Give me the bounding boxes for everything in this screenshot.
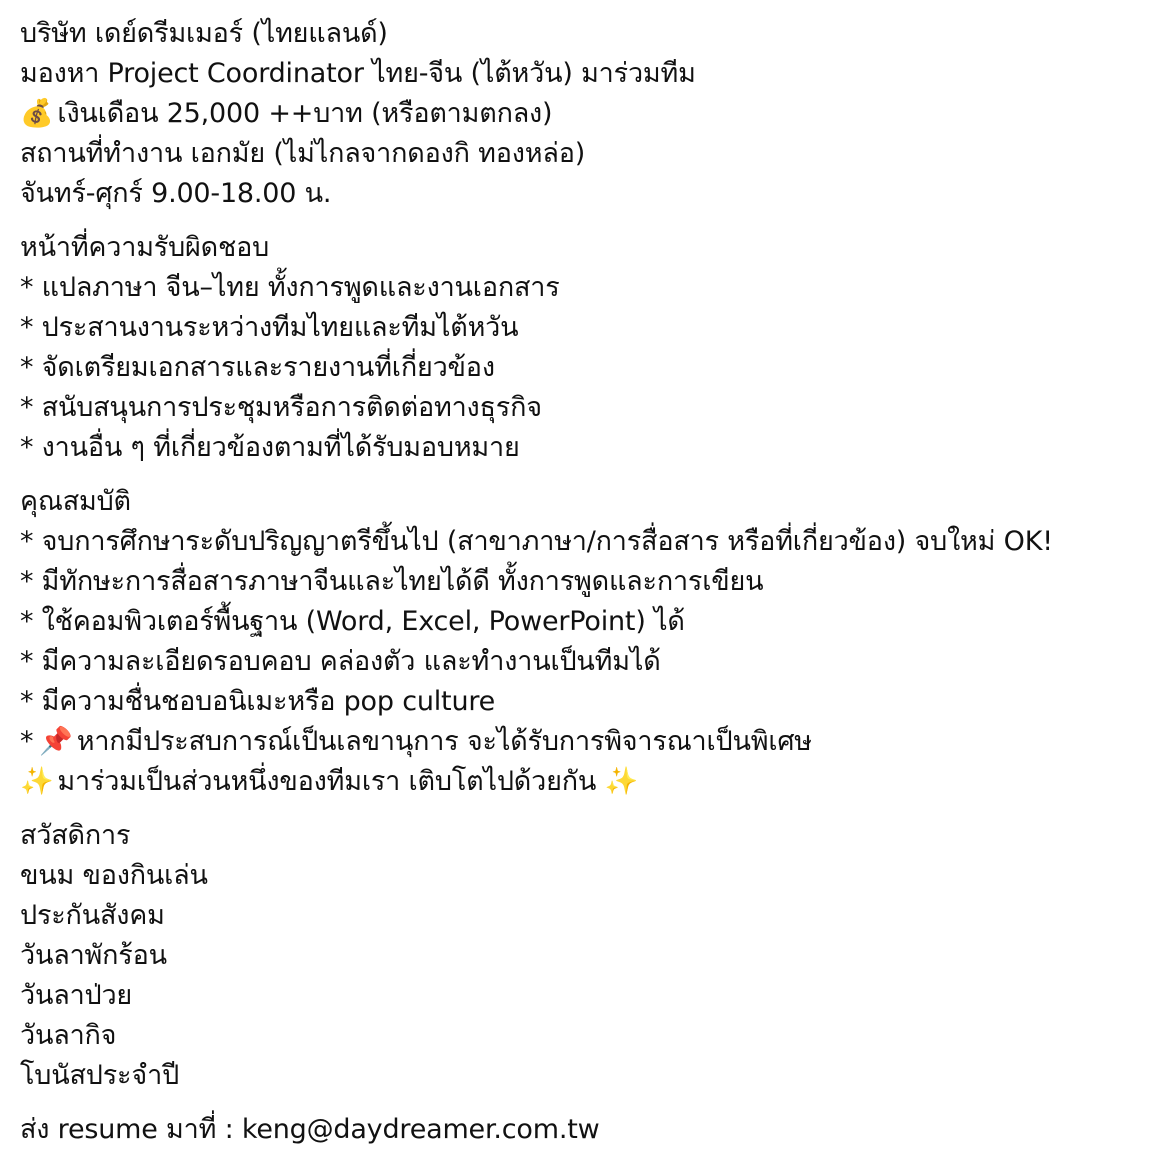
work-location: สถานที่ทำงาน เอกมัย (ไม่ไกลจากดองกิ ทองหล่อ) xyxy=(20,138,586,169)
qualification-item: * ใช้คอมพิวเตอร์พื้นฐาน (Word, Excel, PowerPoint) ได้ xyxy=(20,606,685,637)
section-gap xyxy=(20,1096,1140,1110)
salary-line xyxy=(20,94,1140,134)
qualifications-title: คุณสมบัติ xyxy=(20,486,131,517)
qualification-item: * มีความละเอียดรอบคอบ คล่องตัว และทำงานเป็นทีมได้ xyxy=(20,646,661,677)
position-title: มองหา Project Coordinator ไทย-จีน (ไต้หวัน) มาร่วมทีม xyxy=(20,58,696,89)
benefit-item: โบนัสประจำปี xyxy=(20,1060,180,1091)
join-team-line xyxy=(20,762,1140,802)
benefit-item: วันลาป่วย xyxy=(20,980,133,1011)
responsibility-item: * แปลภาษา จีน–ไทย ทั้งการพูดและงานเอกสาร xyxy=(20,272,560,303)
responsibilities-title: หน้าที่ความรับผิดชอบ xyxy=(20,232,270,263)
qualification-item: * มีความชื่นชอบอนิเมะหรือ pop culture xyxy=(20,686,496,717)
section-gap xyxy=(20,468,1140,482)
responsibility-item: * จัดเตรียมเอกสารและรายงานที่เกี่ยวข้อง xyxy=(20,352,495,383)
responsibility-item: * ประสานงานระหว่างทีมไทยและทีมไต้หวัน xyxy=(20,312,519,343)
work-hours: จันทร์-ศุกร์ 9.00-18.00 น. xyxy=(20,178,332,209)
company-name: บริษัท เดย์ดรีมเมอร์ (ไทยแลนด์) xyxy=(20,18,388,49)
benefit-item: วันลาพักร้อน xyxy=(20,940,167,971)
benefit-item: ขนม ของกินเล่น xyxy=(20,860,208,891)
join-team-text: มาร่วมเป็นส่วนหนึ่งของทีมเรา เติบโตไปด้วยกัน xyxy=(57,766,597,797)
benefits-title: สวัสดิการ xyxy=(20,820,131,851)
section-gap xyxy=(20,802,1140,816)
bullet-asterisk: * xyxy=(20,726,34,757)
benefit-item: วันลากิจ xyxy=(20,1020,117,1051)
responsibility-item: * งานอื่น ๆ ที่เกี่ยวข้องตามที่ได้รับมอบหมาย xyxy=(20,432,520,463)
responsibility-item: * สนับสนุนการประชุมหรือการติดต่อทางธุรกิจ xyxy=(20,392,542,423)
section-gap xyxy=(20,214,1140,228)
contact-line: ส่ง resume มาที่ : keng@daydreamer.com.tw xyxy=(20,1114,600,1145)
benefit-item: ประกันสังคม xyxy=(20,900,165,931)
qualification-item: * จบการศึกษาระดับปริญญาตรีขึ้นไป (สาขาภาษา/การสื่อสาร หรือที่เกี่ยวข้อง) จบใหม่ OK! xyxy=(20,526,1053,557)
sparkles-icon: ✨ xyxy=(604,766,638,797)
qualification-item: * มีทักษะการสื่อสารภาษาจีนและไทยได้ดี ทั้งการพูดและการเขียน xyxy=(20,566,764,597)
sparkles-icon: ✨ xyxy=(20,766,54,797)
pushpin-icon: 📌 xyxy=(39,726,73,757)
salary-text: เงินเดือน 25,000 ++บาท (หรือตามตกลง) xyxy=(57,98,553,129)
money-bag-icon: 💰 xyxy=(20,98,54,129)
qualification-special-text: หากมีประสบการณ์เป็นเลขานุการ จะได้รับการพิจารณาเป็นพิเศษ xyxy=(76,726,812,757)
qualification-special xyxy=(20,722,1140,762)
